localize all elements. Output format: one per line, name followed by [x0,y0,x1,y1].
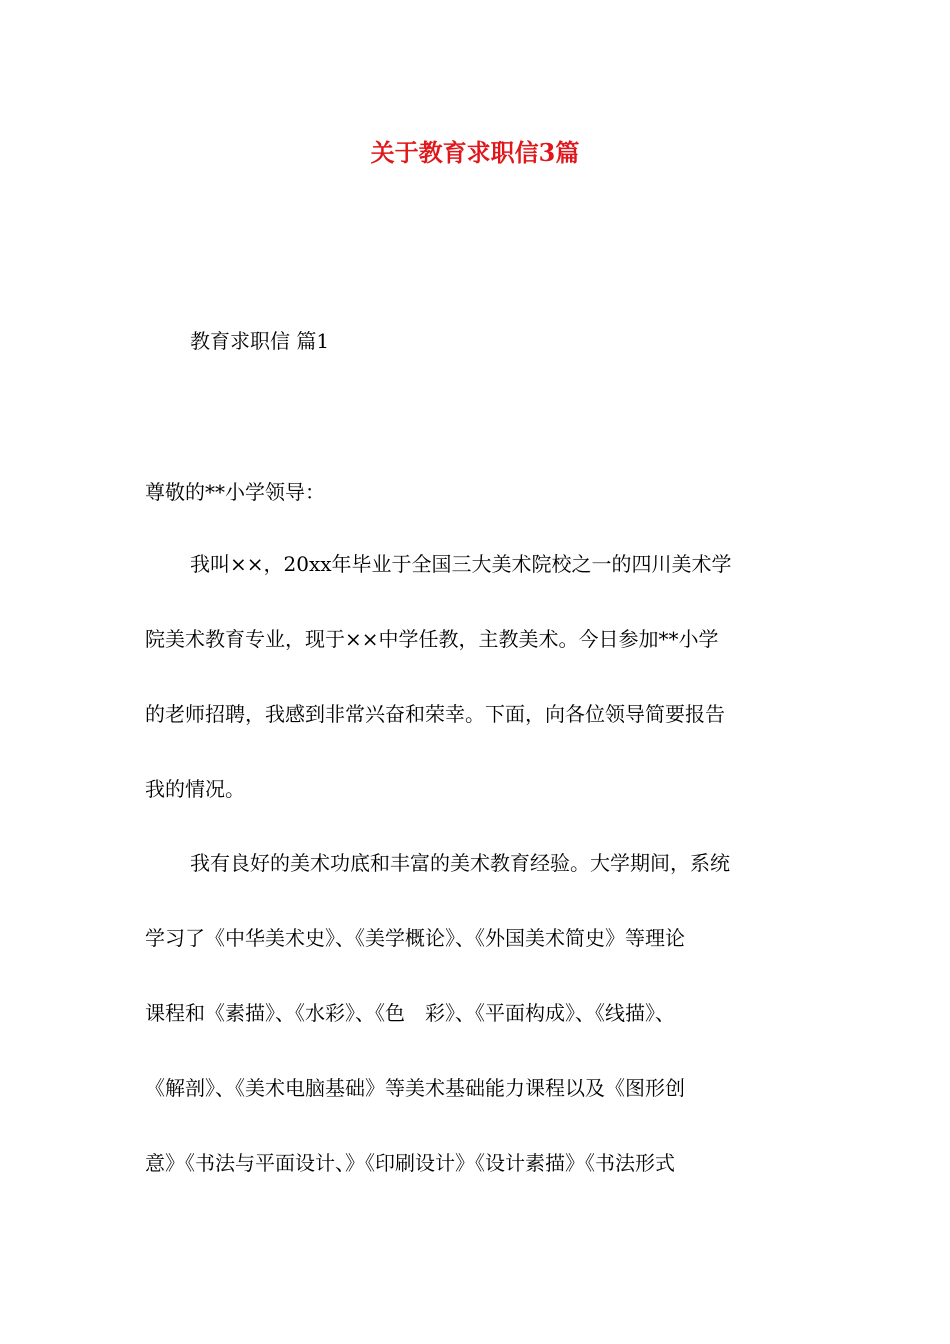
paragraph-line: 院美术教育专业，现于××中学任教，主教美术。今日参加**小学 [145,627,719,651]
section-heading: 教育求职信 篇1 [190,329,330,353]
document-title: 关于教育求职信3篇 [370,138,580,167]
paragraph-line: 的老师招聘，我感到非常兴奋和荣幸。下面，向各位领导简要报告 [145,702,725,726]
paragraph-2 [145,845,815,1220]
paragraph-1 [145,546,815,846]
paragraph-line: 我叫××，20xx年毕业于全国三大美术院校之一的四川美术学 [190,552,732,576]
paragraph-line: 我有良好的美术功底和丰富的美术教育经验。大学期间，系统 [190,851,730,875]
paragraph-line: 课程和《素描》、《水彩》、《色 彩》、《平面构成》、《线描》、 [145,1001,675,1025]
paragraph-line: 我的情况。 [145,777,245,801]
paragraph-line: 学习了《中华美术史》、《美学概论》、《外国美术简史》等理论 [145,926,685,950]
salutation: 尊敬的**小学领导： [145,480,325,504]
paragraph-line: 《解剖》、《美术电脑基础》等美术基础能力课程以及《图形创 [145,1076,685,1100]
paragraph-line: 意》《书法与平面设计、》《印刷设计》《设计素描》《书法形式 [145,1151,675,1175]
